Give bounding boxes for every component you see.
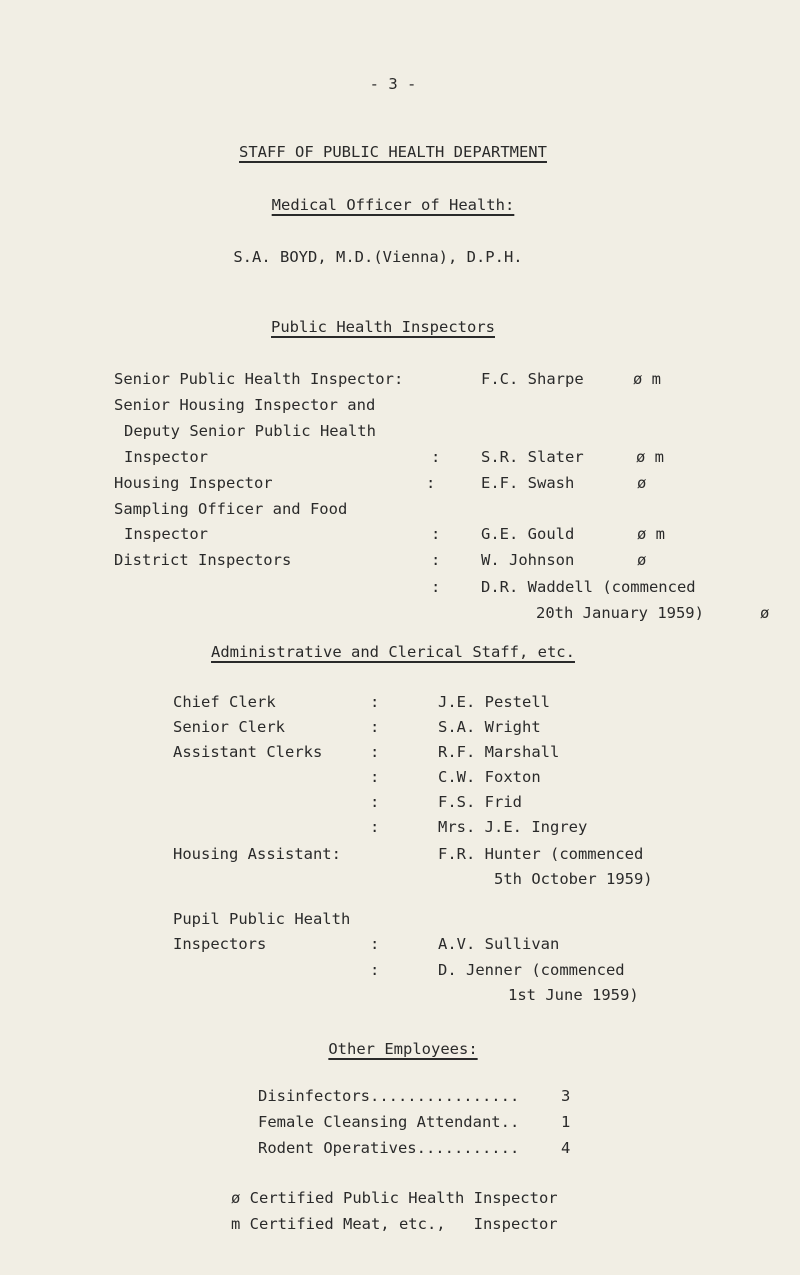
qualification-marks: ø: [637, 551, 647, 569]
staff-name: C.W. Foxton: [438, 768, 541, 786]
colon: :: [431, 525, 441, 543]
role-label: Inspectors: [173, 935, 267, 953]
staff-name: 5th October 1959): [494, 870, 653, 888]
qualification-marks: ø: [637, 474, 647, 492]
colon: :: [370, 818, 380, 836]
role-label: Sampling Officer and Food: [114, 500, 348, 518]
employee-count: 1: [561, 1113, 571, 1131]
qualification-marks: ø m: [636, 448, 664, 466]
colon: :: [431, 578, 441, 596]
document-title: STAFF OF PUBLIC HEALTH DEPARTMENT: [239, 143, 547, 161]
employee-count: 3: [561, 1087, 571, 1105]
staff-name: J.E. Pestell: [438, 693, 550, 711]
staff-name: 20th January 1959): [536, 604, 704, 622]
staff-name: 1st June 1959): [508, 986, 639, 1004]
moh-name: S.A. BOYD, M.D.(Vienna), D.P.H.: [233, 248, 523, 266]
staff-name: R.F. Marshall: [438, 743, 560, 761]
role-label: Assistant Clerks: [173, 743, 323, 761]
staff-name: S.R. Slater: [481, 448, 584, 466]
employee-count: 4: [561, 1139, 571, 1157]
colon: :: [431, 551, 441, 569]
staff-name: W. Johnson: [481, 551, 575, 569]
moh-heading: Medical Officer of Health:: [271, 196, 515, 214]
staff-name: S.A. Wright: [438, 718, 541, 736]
admin-heading: Administrative and Clerical Staff, etc.: [211, 643, 575, 661]
role-label: District Inspectors: [114, 551, 292, 569]
role-label: Housing Inspector: [114, 474, 273, 492]
role-label: Deputy Senior Public Health: [124, 422, 376, 440]
staff-name: Mrs. J.E. Ingrey: [438, 818, 588, 836]
role-label: Inspector: [124, 448, 208, 466]
employee-category: Female Cleansing Attendant..: [258, 1113, 520, 1131]
colon: :: [426, 474, 436, 492]
staff-name: G.E. Gould: [481, 525, 575, 543]
colon: :: [370, 718, 380, 736]
staff-name: E.F. Swash: [481, 474, 575, 492]
role-label: Pupil Public Health: [173, 910, 351, 928]
qualification-marks: ø: [760, 604, 770, 622]
employee-category: Disinfectors................: [258, 1087, 520, 1105]
employee-category: Rodent Operatives...........: [258, 1139, 520, 1157]
other-heading: Other Employees:: [328, 1040, 478, 1058]
footnote: ø Certified Public Health Inspector: [231, 1189, 558, 1207]
footnote: m Certified Meat, etc., Inspector: [231, 1215, 558, 1233]
colon: :: [370, 935, 380, 953]
colon: :: [431, 448, 441, 466]
role-label: Chief Clerk: [173, 693, 276, 711]
qualification-marks: ø m: [633, 370, 661, 388]
phi-heading: Public Health Inspectors: [271, 318, 495, 336]
staff-name: D.R. Waddell (commenced: [481, 578, 696, 596]
role-label: Inspector: [124, 525, 208, 543]
role-label: Senior Public Health Inspector:: [114, 370, 404, 388]
qualification-marks: ø m: [637, 525, 665, 543]
colon: :: [370, 743, 380, 761]
colon: :: [370, 768, 380, 786]
page-number: - 3 -: [369, 75, 417, 93]
staff-name: F.S. Frid: [438, 793, 522, 811]
colon: :: [370, 961, 380, 979]
role-label: Housing Assistant:: [173, 845, 341, 863]
staff-name: F.C. Sharpe: [481, 370, 584, 388]
colon: :: [370, 793, 380, 811]
staff-name: F.R. Hunter (commenced: [438, 845, 644, 863]
staff-name: D. Jenner (commenced: [438, 961, 625, 979]
role-label: Senior Housing Inspector and: [114, 396, 376, 414]
staff-name: A.V. Sullivan: [438, 935, 560, 953]
colon: :: [370, 693, 380, 711]
role-label: Senior Clerk: [173, 718, 285, 736]
